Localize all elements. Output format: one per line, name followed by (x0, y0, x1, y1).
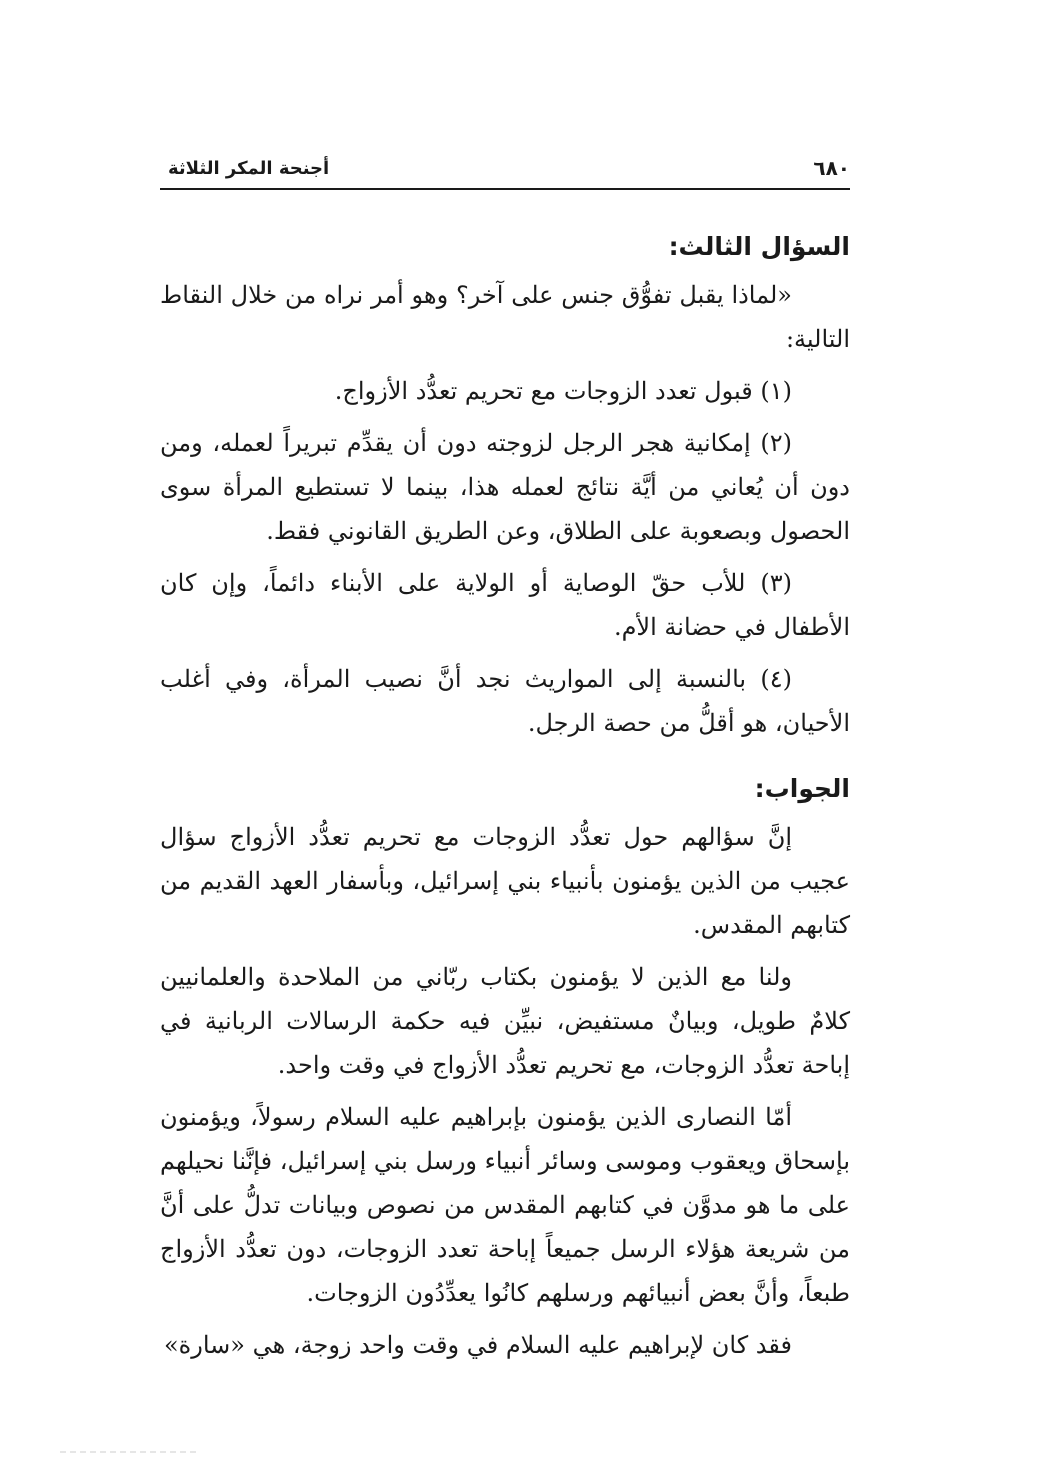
section-gap (160, 753, 850, 767)
question-intro: «لماذا يقبل تفوُّق جنس على آخر؟ وهو أمر نراه من خلال النقاط التالية: (160, 281, 850, 353)
answer-paragraph: إنَّ سؤالهم حول تعدُّد الزوجات مع تحريم تعدُّد الأزواج سؤال عجيب من الذين يؤمنون بأنبياء بني إسرائيل، وبأسفار العهد القديم من كتابهم المقدس. (160, 823, 850, 939)
answer-paragraph: ولنا مع الذين لا يؤمنون بكتاب ربّاني من الملاحدة والعلمانيين كلامٌ طويل، وبيانٌ مستفيض، نبيِّن فيه حكمة الرسالات الربانية في إباحة تعدُّد الزوجات، مع تحريم تعدُّد الأزواج في وقت واحد. (160, 963, 850, 1079)
question-item: (١) قبول تعدد الزوجات مع تحريم تعدُّد الأزواج. (334, 377, 792, 405)
running-title: أجنحة المكر الثلاثة (168, 158, 330, 179)
header-rule (160, 188, 850, 190)
page-header (160, 150, 850, 190)
question-item: (٤) بالنسبة إلى المواريث نجد أنَّ نصيب المرأة، وفي أغلب الأحيان، هو أقلُّ من حصة الرجل. (160, 665, 850, 737)
question-heading: السؤال الثالث: (668, 232, 850, 261)
answer-paragraph: أمّا النصارى الذين يؤمنون بإبراهيم عليه السلام رسولاً، ويؤمنون بإسحاق ويعقوب وموسى وسائر أنبياء ورسل بني إسرائيل، فإنَّنا نحيلهم على ما هو مدوَّن في كتابهم المقدس من نصوص وبيانات تدلُّ على أنَّ من شريعة هؤلاء الرسل جميعاً إباحة تعدد الزوجات، دون تعدُّد الأزواج طبعاً، وأنَّ بعض أنبيائهم ورسلهم كانُوا يعدِّدُون الزوجات. (160, 1103, 850, 1307)
answer-heading: الجواب: (754, 774, 850, 803)
answer-paragraph: فقد كان لإبراهيم عليه السلام في وقت واحد زوجة، هي «سارة» (164, 1331, 792, 1359)
question-item: (٢) إمكانية هجر الرجل لزوجته دون أن يقدِّم تبريراً لعمله، ومن دون أن يُعاني من أيَّة نتائج لعمله هذا، بينما لا تستطيع المرأة سوى الحصول وبصعوبة على الطلاق، وعن الطريق القانوني فقط. (160, 429, 850, 545)
page-body (160, 225, 850, 1375)
question-item: (٣) للأب حقّ الوصاية أو الولاية على الأبناء دائماً، وإن كان الأطفال في حضانة الأم. (160, 569, 850, 641)
page-number: ٦٨٠ (813, 156, 850, 180)
scan-artifact (60, 1451, 200, 1453)
